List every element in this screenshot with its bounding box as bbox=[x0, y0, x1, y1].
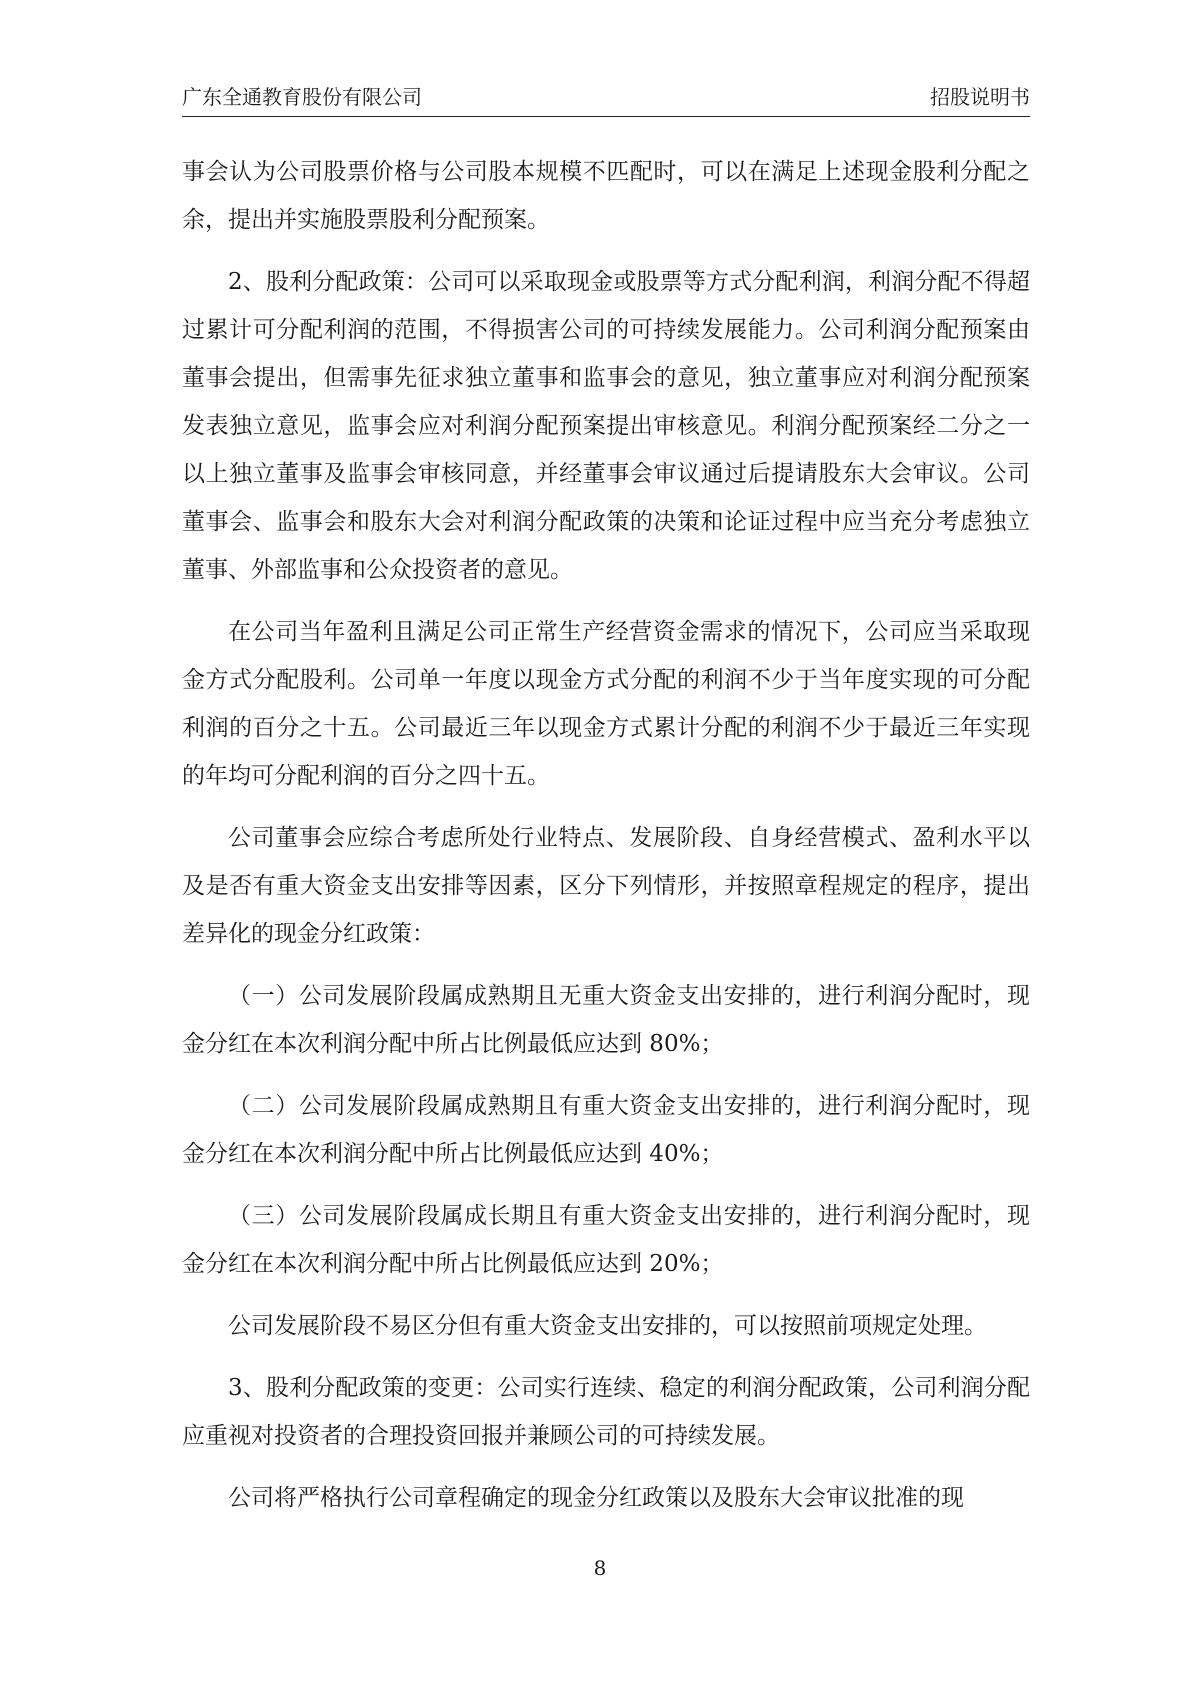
paragraph-policy-change: 3、股利分配政策的变更：公司实行连续、稳定的利润分配政策，公司利润分配应重视对投资者的合理投资回报并兼顾公司的可持续发展。 bbox=[182, 1375, 1030, 1449]
paragraph-differentiated-policy: 公司董事会应综合考虑所处行业特点、发展阶段、自身经营模式、盈利水平以及是否有重大资金支出安排等因素，区分下列情形，并按照章程规定的程序，提出差异化的现金分红政策： bbox=[182, 825, 1030, 947]
paragraph-continuation: 事会认为公司股票价格与公司股本规模不匹配时，可以在满足上述现金股利分配之余，提出并实施股票股利分配预案。 bbox=[182, 159, 1030, 233]
header-company-name: 广东全通教育股份有限公司 bbox=[182, 85, 422, 109]
paragraph-dividend-policy: 2、股利分配政策：公司可以采取现金或股票等方式分配利润，利润分配不得超过累计可分配利润的范围，不得损害公司的可持续发展能力。公司利润分配预案由董事会提出，但需事先征求独立董事和监事会的意见，独立董事应对利润分配预案发表独立意见，监事会应对利润分配预案提出审核意见。利润分配预案经二分之一以上独立董事及监事会审核同意，并经董事会审议通过后提请股东大会审议。公司董事会、监事会和股东大会对利润分配政策的决策和论证过程中应当充分考虑独立董事、外部监事和公众投资者的意见。 bbox=[182, 269, 1030, 583]
header-document-type: 招股说明书 bbox=[930, 85, 1030, 109]
page-number: 8 bbox=[593, 1556, 607, 1580]
paragraph-cash-dividend: 在公司当年盈利且满足公司正常生产经营资金需求的情况下，公司应当采取现金方式分配股利。公司单一年度以现金方式分配的利润不少于当年度实现的可分配利润的百分之十五。公司最近三年以现金方式累计分配的利润不少于最近三年实现的年均可分配利润的百分之四十五。 bbox=[182, 619, 1030, 789]
paragraph-undetermined-stage: 公司发展阶段不易区分但有重大资金支出安排的，可以按照前项规定处理。 bbox=[228, 1313, 987, 1339]
list-item-mature-no-expenditure: （一）公司发展阶段属成熟期且无重大资金支出安排的，进行利润分配时，现金分红在本次利润分配中所占比例最低应达到 80%； bbox=[182, 983, 1030, 1057]
list-item-growth-with-expenditure: （三）公司发展阶段属成长期且有重大资金支出安排的，进行利润分配时，现金分红在本次利润分配中所占比例最低应达到 20%； bbox=[182, 1203, 1030, 1277]
paragraph-execution: 公司将严格执行公司章程确定的现金分红政策以及股东大会审议批准的现 bbox=[228, 1485, 964, 1511]
page-header bbox=[182, 84, 1030, 117]
list-item-mature-with-expenditure: （二）公司发展阶段属成熟期且有重大资金支出安排的，进行利润分配时，现金分红在本次利润分配中所占比例最低应达到 40%； bbox=[182, 1093, 1030, 1167]
document-body bbox=[182, 148, 1030, 1536]
